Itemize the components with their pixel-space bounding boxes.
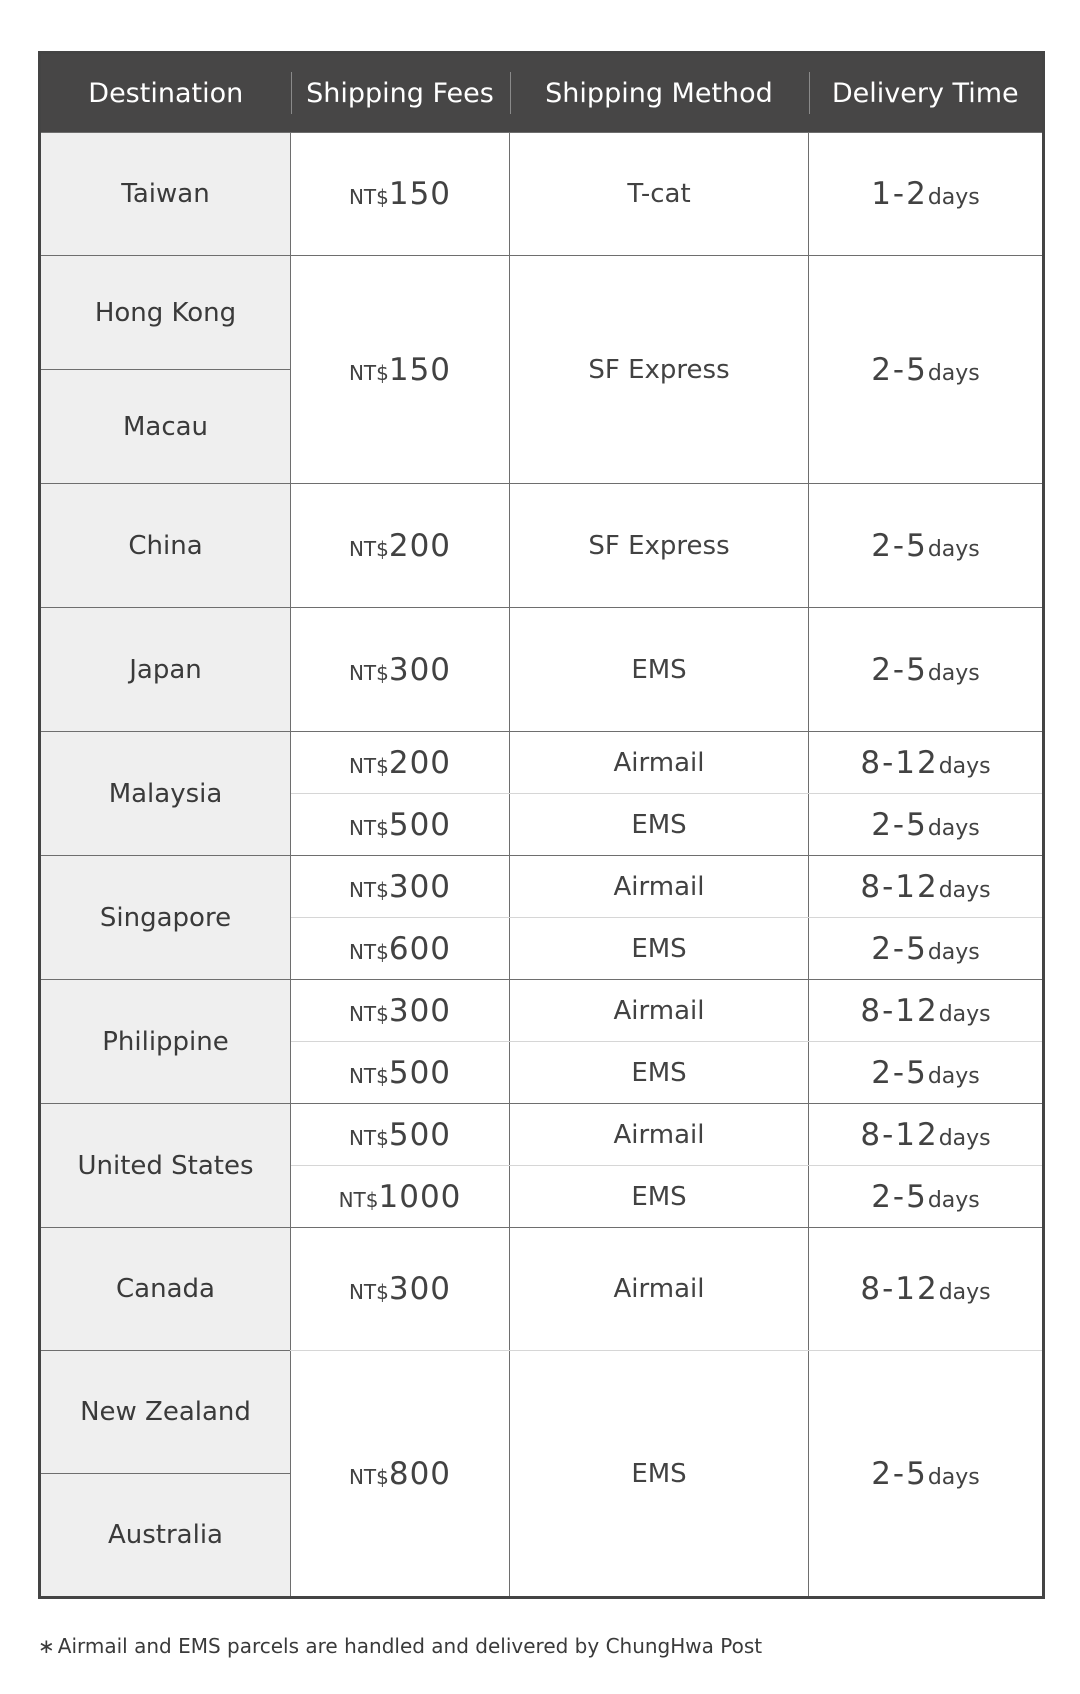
days-unit: days <box>927 1464 980 1490</box>
fee-amount: 150 <box>388 176 452 212</box>
time-cell <box>809 856 1044 918</box>
method-cell: EMS <box>510 1351 809 1598</box>
table-row <box>40 1104 1044 1166</box>
method-cell: SF Express <box>510 484 809 608</box>
table-row <box>40 484 1044 608</box>
header-destination: Destination <box>40 53 291 133</box>
fee-amount: 300 <box>388 651 452 688</box>
time-cell <box>809 1351 1044 1598</box>
day-range: 2-5 <box>871 1178 928 1215</box>
destination-cell: Taiwan <box>40 133 291 256</box>
days-unit: days <box>927 360 980 386</box>
method-cell: Airmail <box>510 1104 809 1166</box>
table-row <box>40 856 1044 918</box>
method-cell: Airmail <box>510 1228 809 1351</box>
asterisk-icon: ∗ <box>38 1634 55 1658</box>
days-unit: days <box>938 1001 991 1027</box>
fee-amount: 500 <box>388 806 452 843</box>
header-shipping-fees: Shipping Fees <box>291 53 510 133</box>
fee-amount: 200 <box>388 527 452 564</box>
days-unit: days <box>938 877 991 903</box>
fee-amount: 500 <box>388 1116 452 1153</box>
time-cell <box>809 918 1044 980</box>
method-cell: Airmail <box>510 980 809 1042</box>
method-cell: EMS <box>510 1166 809 1228</box>
days-unit: days <box>938 1125 991 1151</box>
table-row <box>40 256 1044 370</box>
days-unit: days <box>927 939 980 965</box>
days-unit: days <box>927 815 980 841</box>
destination-cell: Hong Kong <box>40 256 291 370</box>
currency-label: NT$ <box>348 877 389 902</box>
method-cell: SF Express <box>510 256 809 484</box>
destination-cell: Australia <box>40 1474 291 1598</box>
fee-cell <box>291 133 510 256</box>
destination-cell: Malaysia <box>40 732 291 856</box>
time-cell <box>809 133 1044 256</box>
fee-cell <box>291 1104 510 1166</box>
day-range: 8-12 <box>860 744 939 781</box>
header-delivery-time: Delivery Time <box>809 53 1044 133</box>
days-unit: days <box>927 536 980 562</box>
day-range: 8-12 <box>860 1271 939 1307</box>
header-shipping-method: Shipping Method <box>510 53 809 133</box>
method-cell: EMS <box>510 1042 809 1104</box>
destination-cell: Singapore <box>40 856 291 980</box>
day-range: 2-5 <box>871 1054 928 1091</box>
day-range: 8-12 <box>860 868 939 905</box>
day-range: 2-5 <box>871 651 928 688</box>
time-cell <box>809 794 1044 856</box>
footnote-text: Airmail and EMS parcels are handled and delivered by ChungHwa Post <box>57 1634 763 1658</box>
method-cell: T-cat <box>510 133 809 256</box>
time-cell <box>809 1228 1044 1351</box>
currency-label: NT$ <box>348 939 389 964</box>
time-cell <box>809 256 1044 484</box>
fee-amount: 300 <box>388 992 452 1029</box>
day-range: 2-5 <box>871 1455 928 1492</box>
destination-cell: Japan <box>40 608 291 732</box>
destination-cell: Philippine <box>40 980 291 1104</box>
day-range: 2-5 <box>871 527 928 564</box>
fee-amount: 500 <box>388 1054 452 1091</box>
fee-cell <box>291 1166 510 1228</box>
fee-amount: 800 <box>388 1455 452 1492</box>
day-range: 8-12 <box>860 992 939 1029</box>
days-unit: days <box>938 753 991 779</box>
table-row <box>40 980 1044 1042</box>
destination-cell: Macau <box>40 370 291 484</box>
fee-cell <box>291 918 510 980</box>
time-cell <box>809 1042 1044 1104</box>
currency-label: NT$ <box>348 660 389 685</box>
fee-amount: 600 <box>388 930 452 967</box>
shipping-table-container <box>38 51 1042 1599</box>
time-cell <box>809 608 1044 732</box>
fee-cell <box>291 980 510 1042</box>
method-cell: Airmail <box>510 856 809 918</box>
day-range: 2-5 <box>871 351 928 388</box>
time-cell <box>809 1104 1044 1166</box>
currency-label: NT$ <box>348 1063 389 1088</box>
footnote <box>38 1634 762 1658</box>
fee-amount: 300 <box>388 868 452 905</box>
days-unit: days <box>927 660 980 686</box>
currency-label: NT$ <box>338 1187 379 1212</box>
fee-cell <box>291 856 510 918</box>
fee-amount: 150 <box>388 351 452 388</box>
method-cell: EMS <box>510 794 809 856</box>
days-unit: days <box>927 1187 980 1213</box>
day-range: 2-5 <box>871 806 928 843</box>
time-cell <box>809 732 1044 794</box>
currency-label: NT$ <box>348 536 389 561</box>
table-row <box>40 732 1044 794</box>
time-cell <box>809 1166 1044 1228</box>
time-cell <box>809 980 1044 1042</box>
table-header <box>40 53 1044 133</box>
day-range: 8-12 <box>860 1116 939 1153</box>
currency-label: NT$ <box>348 1464 389 1489</box>
fee-cell <box>291 1351 510 1598</box>
fee-cell <box>291 256 510 484</box>
fee-cell <box>291 1228 510 1351</box>
destination-cell: United States <box>40 1104 291 1228</box>
fee-amount: 300 <box>388 1271 452 1307</box>
days-unit: days <box>927 185 980 210</box>
destination-cell: Canada <box>40 1228 291 1351</box>
currency-label: NT$ <box>348 815 389 840</box>
time-cell <box>809 484 1044 608</box>
days-unit: days <box>927 1063 980 1089</box>
currency-label: NT$ <box>348 1280 389 1304</box>
fee-cell <box>291 1042 510 1104</box>
currency-label: NT$ <box>348 360 389 385</box>
currency-label: NT$ <box>348 1001 389 1026</box>
method-cell: EMS <box>510 608 809 732</box>
fee-amount: 200 <box>388 744 452 781</box>
fee-cell <box>291 794 510 856</box>
method-cell: EMS <box>510 918 809 980</box>
fee-amount: 1000 <box>378 1178 462 1215</box>
destination-cell: China <box>40 484 291 608</box>
fee-cell <box>291 484 510 608</box>
fee-cell <box>291 608 510 732</box>
fee-cell <box>291 732 510 794</box>
currency-label: NT$ <box>348 1125 389 1150</box>
destination-cell: New Zealand <box>40 1351 291 1474</box>
days-unit: days <box>938 1280 991 1305</box>
shipping-table <box>38 51 1045 1599</box>
currency-label: NT$ <box>348 753 389 778</box>
currency-label: NT$ <box>348 185 389 209</box>
day-range: 1-2 <box>871 176 928 212</box>
table-row <box>40 133 1044 256</box>
method-cell: Airmail <box>510 732 809 794</box>
day-range: 2-5 <box>871 930 928 967</box>
table-row <box>40 608 1044 732</box>
table-body <box>40 133 1044 1598</box>
